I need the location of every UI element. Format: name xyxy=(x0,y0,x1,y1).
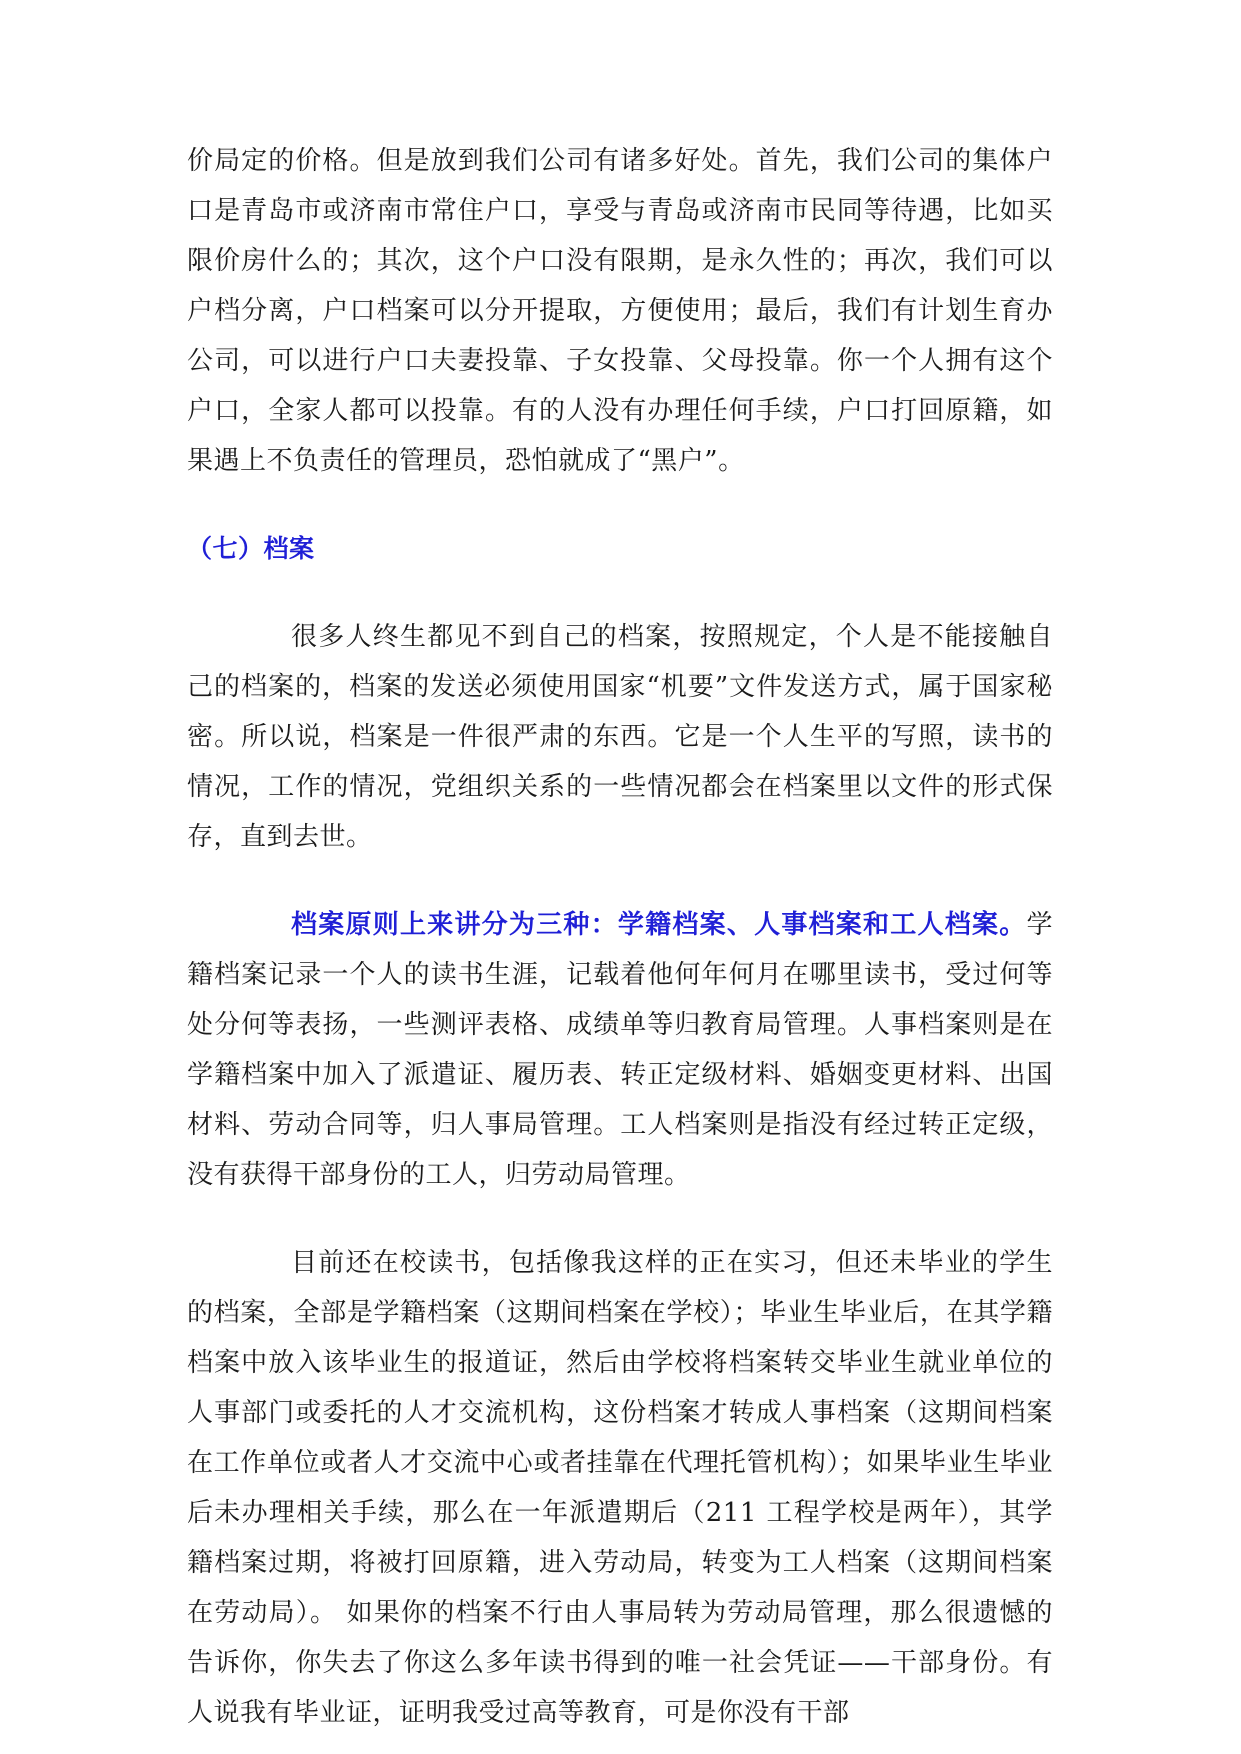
archives-types-body: 学籍档案记录一个人的读书生涯，记载着他何年何月在哪里读书，受过何等处分何等表扬，一些测评表格、成绩单等归教育局管理。人事档案则是在学籍档案中加入了派遣证、履历表、转正定级材料、婚姻变更材料、出国材料、劳动合同等，归人事局管理。工人档案则是指没有经过转正定级，没有获得干部身份的工人，归劳动局管理。 xyxy=(187,910,1053,1190)
section-heading-archives: （七）档案 xyxy=(187,534,315,563)
paragraph-archives-types xyxy=(187,900,1053,1200)
paragraph-hukou: 价局定的价格。但是放到我们公司有诸多好处。首先，我们公司的集体户口是青岛市或济南市常住户口，享受与青岛或济南市民同等待遇，比如买限价房什么的；其次，这个户口没有限期，是永久性的；再次，我们可以户档分离，户口档案可以分开提取，方便使用；最后，我们有计划生育办公司，可以进行户口夫妻投靠、子女投靠、父母投靠。你一个人拥有这个户口，全家人都可以投靠。有的人没有办理任何手续，户口打回原籍，如果遇上不负责任的管理员，恐怕就成了“黑户”。 xyxy=(187,146,1053,476)
archives-types-highlight: 档案原则上来讲分为三种：学籍档案、人事档案和工人档案。 xyxy=(291,910,1027,940)
paragraph-archives-intro: 很多人终生都见不到自己的档案，按照规定，个人是不能接触自己的档案的，档案的发送必须使用国家“机要”文件发送方式，属于国家秘密。所以说，档案是一件很严肃的东西。它是一个人生平的写照，读书的情况，工作的情况，党组织关系的一些情况都会在档案里以文件的形式保存，直到去世。 xyxy=(187,622,1053,852)
document-page xyxy=(187,136,1053,1738)
paragraph-student-archives: 目前还在校读书，包括像我这样的正在实习，但还未毕业的学生的档案，全部是学籍档案（这期间档案在学校）；毕业生毕业后，在其学籍档案中放入该毕业生的报道证，然后由学校将档案转交毕业生就业单位的人事部门或委托的人才交流机构，这份档案才转成人事档案（这期间档案在工作单位或者人才交流中心或者挂靠在代理托管机构）；如果毕业生毕业后未办理相关手续，那么在一年派遣期后（211 工程学校是两年），其学籍档案过期，将被打回原籍，进入劳动局，转变为工人档案（这期间档案在劳动局）。 如果你的档案不行由人事局转为劳动局管理，那么很遗憾的告诉你，你失去了你这么多年读书得到的唯一社会凭证——干部身份。有人说我有毕业证，证明我受过高等教育，可是你没有干部 xyxy=(187,1248,1053,1728)
